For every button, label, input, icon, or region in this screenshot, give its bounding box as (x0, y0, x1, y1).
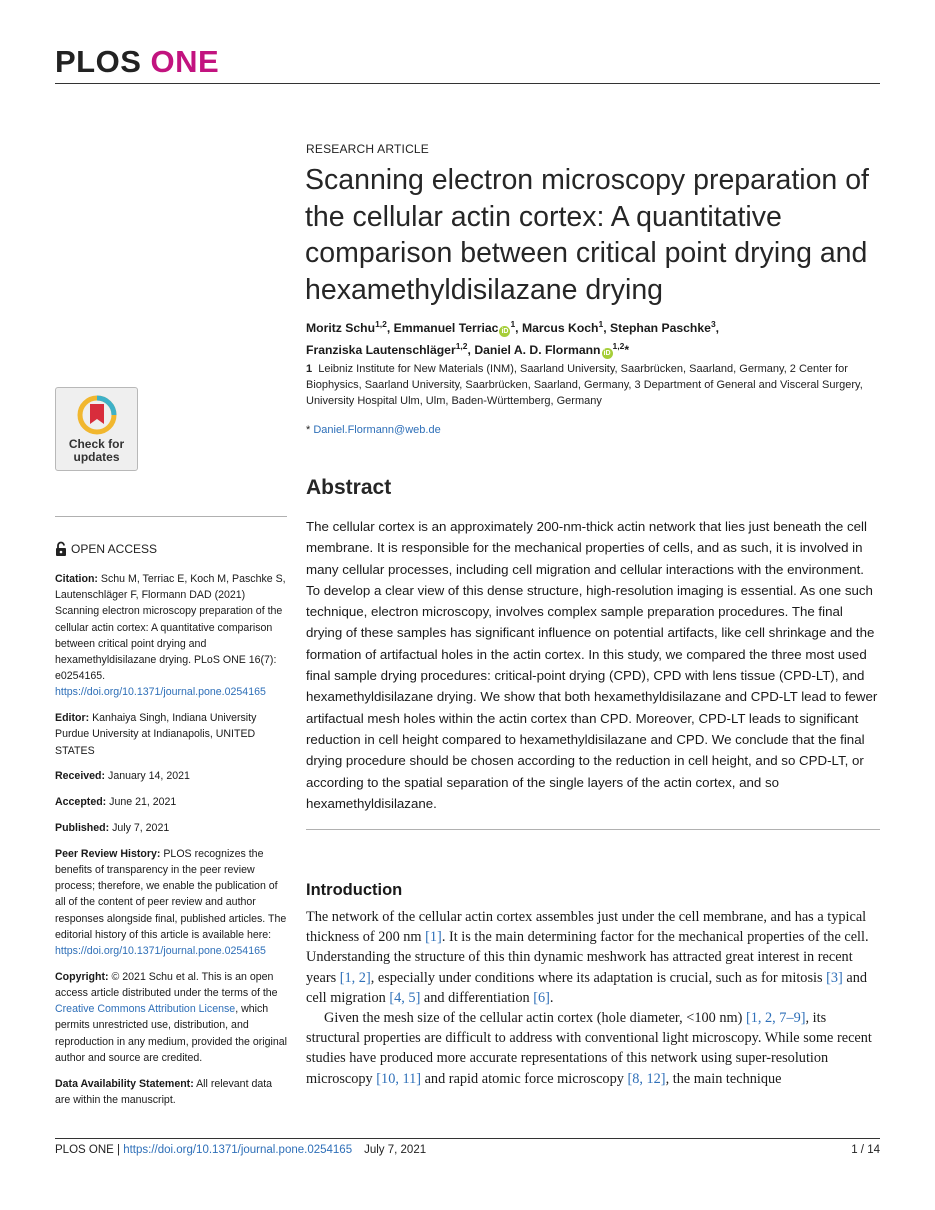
page-number: 1 / 14 (851, 1144, 880, 1156)
peer-review-block (55, 846, 288, 959)
check-for-updates-badge[interactable] (55, 387, 138, 471)
citation-ref[interactable]: [3] (826, 969, 843, 986)
check-for-updates-label: Check for updates (68, 437, 125, 464)
abstract-heading: Abstract (306, 476, 392, 499)
copyright-text-end: , which permits unrestricted use, distribution, and reproduction in any medium, provided the original author and source are credited. (55, 1003, 288, 1064)
intro-text: and differentiation (420, 989, 534, 1006)
author-name[interactable]: Daniel A. D. Flormann (474, 342, 601, 357)
copyright-text: © 2021 Schu et al. This is an open access article distributed under the terms of the (55, 970, 278, 1000)
peer-review-label: Peer Review History: (55, 847, 161, 860)
orcid-icon[interactable]: iD (603, 349, 611, 357)
open-lock-icon (55, 541, 67, 557)
editor-block (55, 710, 288, 759)
data-availability-label: Data Availability Statement: (55, 1077, 194, 1090)
published-label: Published: (55, 822, 110, 835)
sidebar-rule (55, 516, 287, 517)
citation-ref[interactable]: [8, 12] (627, 1070, 666, 1087)
logo-one: ONE (150, 44, 220, 79)
orcid-icon[interactable]: iD (501, 328, 509, 336)
author-affiliation-sup: 1,2 (375, 319, 387, 329)
author-list: Moritz Schu$^{1,2}$, Emmanuel Terriac $iD^1$, Marcus Koch$^1$, Stephan Paschke$^3$, Franziska Lautenschläger$^{1,2}$, Daniel A. D. Flormann iD$^{1,2}$* (306, 319, 720, 357)
intro-text: and cell migration (306, 969, 868, 1006)
accepted-date: June 21, 2021 (109, 796, 177, 809)
abstract-rule (306, 829, 880, 830)
open-access-text: OPEN ACCESS (71, 542, 158, 556)
author-affiliation-sup: 3 (710, 319, 716, 329)
journal-logo[interactable] (55, 44, 219, 80)
citation-text: Schu M, Terriac E, Koch M, Paschke S, Lautenschläger F, Flormann DAD (2021) Scanning electron microscopy preparation of the cellular actin cortex: A quantitative comparison between critical point drying and hexamethyldisilazane drying. PLoS ONE 16(7): e0254165. (55, 573, 286, 683)
citation-block (55, 571, 288, 701)
intro-text: , especially under conditions where its adaptation is crucial, such as for mitosis (370, 969, 827, 986)
author-affiliation-sup: 1 (598, 319, 604, 329)
introduction-heading: Introduction (306, 881, 403, 899)
copyright-block (55, 969, 288, 1066)
intro-text: . (549, 989, 554, 1006)
received-label: Received: (55, 770, 106, 783)
citation-ref[interactable]: [4, 5] (389, 989, 421, 1006)
logo-plos: PLOS (55, 44, 142, 79)
corresponding-author-symbol: * (624, 342, 630, 357)
intro-text: . It is the main determining factor for the mechanical properties of the cell. Understanding the structure of this thin dynamic meshwork has attracted great interest in recent years (306, 929, 869, 986)
accepted-block (55, 794, 288, 810)
intro-text: , the main technique (665, 1070, 782, 1087)
citation-ref[interactable]: [10, 11] (376, 1070, 422, 1087)
author-name[interactable]: Franziska Lautenschläger (306, 342, 456, 357)
intro-text: , its structural properties are difficult to address with conventional light microscopy. While some recent studies have produced more accurate representations of this network using super-resolution microscopy (306, 1010, 872, 1087)
abstract-text: The cellular cortex is an approximately 200-nm-thick actin network that lies just beneath the cell membrane. It is responsible for the mechanical properties of cells, and as such, it is involved in many cellular processes, including cell migration and cellular interactions with the environment. To develop a clear view of this dense structure, high-resolution imaging is essential. As one such technique, electron microscopy, involves complex sample preparation procedures. The final drying of these samples has significant influence on potential artifacts, like cell shrinkage and the formation of artifactual holes in the actin cortex. In this study, we compared the three most used final sample drying procedures: critical-point drying (CPD), CPD with lens tissue (CPD-LT), and hexamethyldisilazane drying. We show that both hexamethyldisilazane and CPD-LT lead to fewer artifactual mesh holes within the actin cortex than CPD. Moreover, CPD-LT leads to significant reduction in cell height compared to hexamethyldisilazane and CPD. We conclude that the final drying procedure should be chosen according to the reduction in cell height, and so CPD-LT, or according to the spatial separation of the single layers of the actin cortex, and so hexamethyldisilazane. (306, 519, 878, 811)
crossmark-icon (77, 395, 117, 435)
author-affiliation-sup: 1,2 (612, 340, 625, 351)
data-availability-block (55, 1076, 288, 1108)
data-availability-text: All relevant data are within the manuscript. (55, 1077, 273, 1106)
citation-ref[interactable]: [6] (533, 989, 550, 1006)
citation-doi-link[interactable]: https://doi.org/10.1371/journal.pone.0254165 (55, 686, 266, 699)
intro-text: The network of the cellular actin cortex assembles just under the cell membrane, and has a typical thickness of 200 nm (306, 909, 867, 946)
email-star: * (306, 424, 311, 436)
intro-paragraph (306, 1008, 881, 1089)
editor-text: Kanhaiya Singh, Indiana University Purdue University at Indianapolis, UNITED STATES (55, 712, 257, 757)
article-metadata-sidebar (55, 571, 288, 1118)
author-name[interactable]: Moritz Schu (306, 321, 376, 336)
affiliation-number: 1 (306, 363, 313, 375)
introduction-body (306, 907, 881, 1089)
citation-ref[interactable]: [1] (425, 929, 442, 946)
intro-text: and rapid atomic force microscopy (421, 1070, 628, 1087)
article-title: Scanning electron microscopy preparation of the cellular actin cortex: A quantitative comparison between critical point drying and hexamethyldisilazane drying (305, 164, 869, 306)
header-rule (55, 83, 880, 84)
published-block (55, 820, 288, 836)
author-name[interactable]: Marcus Koch (521, 321, 599, 336)
copyright-label: Copyright: (55, 970, 109, 983)
affiliation-text: Leibniz Institute for New Materials (INM), Saarland University, Saarbrücken, Saarland, Germany, 2 Center for Biophysics, Saarland University, Saarbrücken, Saarland, Germany, 3 Department of General and Visceral Surgery, University Hospital Ulm, Ulm, Baden-Württemberg, Germany (306, 363, 863, 407)
article-type: RESEARCH ARTICLE (306, 142, 430, 156)
footer-rule (55, 1138, 880, 1139)
accepted-label: Accepted: (55, 796, 107, 809)
peer-review-link[interactable]: https://doi.org/10.1371/journal.pone.0254165 (55, 945, 266, 958)
peer-review-text: PLOS recognizes the benefits of transparency in the peer review process; therefore, we enable the publication of all of the content of peer review and author responses alongside final, published articles. The editorial history of this article is available here: (55, 847, 287, 941)
citation-ref[interactable]: [1, 2, 7–9] (745, 1010, 806, 1027)
author-affiliation-sup: 1 (510, 319, 516, 329)
corresponding-email (306, 424, 441, 436)
received-block (55, 768, 288, 784)
email-link[interactable]: Daniel.Flormann@web.de (313, 424, 441, 436)
license-link[interactable]: Creative Commons Attribution License (55, 1003, 236, 1016)
published-date: July 7, 2021 (112, 822, 170, 835)
intro-text: Given the mesh size of the cellular actin cortex (hole diameter, <100 nm) (324, 1010, 746, 1027)
citation-label: Citation: (55, 573, 98, 585)
footer-doi-link[interactable]: https://doi.org/10.1371/journal.pone.0254165 (123, 1144, 353, 1156)
footer-journal: PLOS ONE | (55, 1144, 124, 1156)
open-access-label (55, 541, 157, 557)
author-name[interactable]: Stephan Paschke (610, 321, 711, 336)
author-affiliation-sup: 1,2 (455, 340, 468, 351)
affiliations (306, 362, 886, 409)
footer-date: July 7, 2021 (364, 1144, 427, 1156)
citation-ref[interactable]: [1, 2] (339, 969, 371, 986)
intro-paragraph (306, 907, 881, 1008)
received-date: January 14, 2021 (108, 770, 190, 783)
page-footer (55, 1144, 426, 1156)
author-name[interactable]: Emmanuel Terriac (393, 321, 499, 336)
editor-label: Editor: (55, 712, 90, 725)
